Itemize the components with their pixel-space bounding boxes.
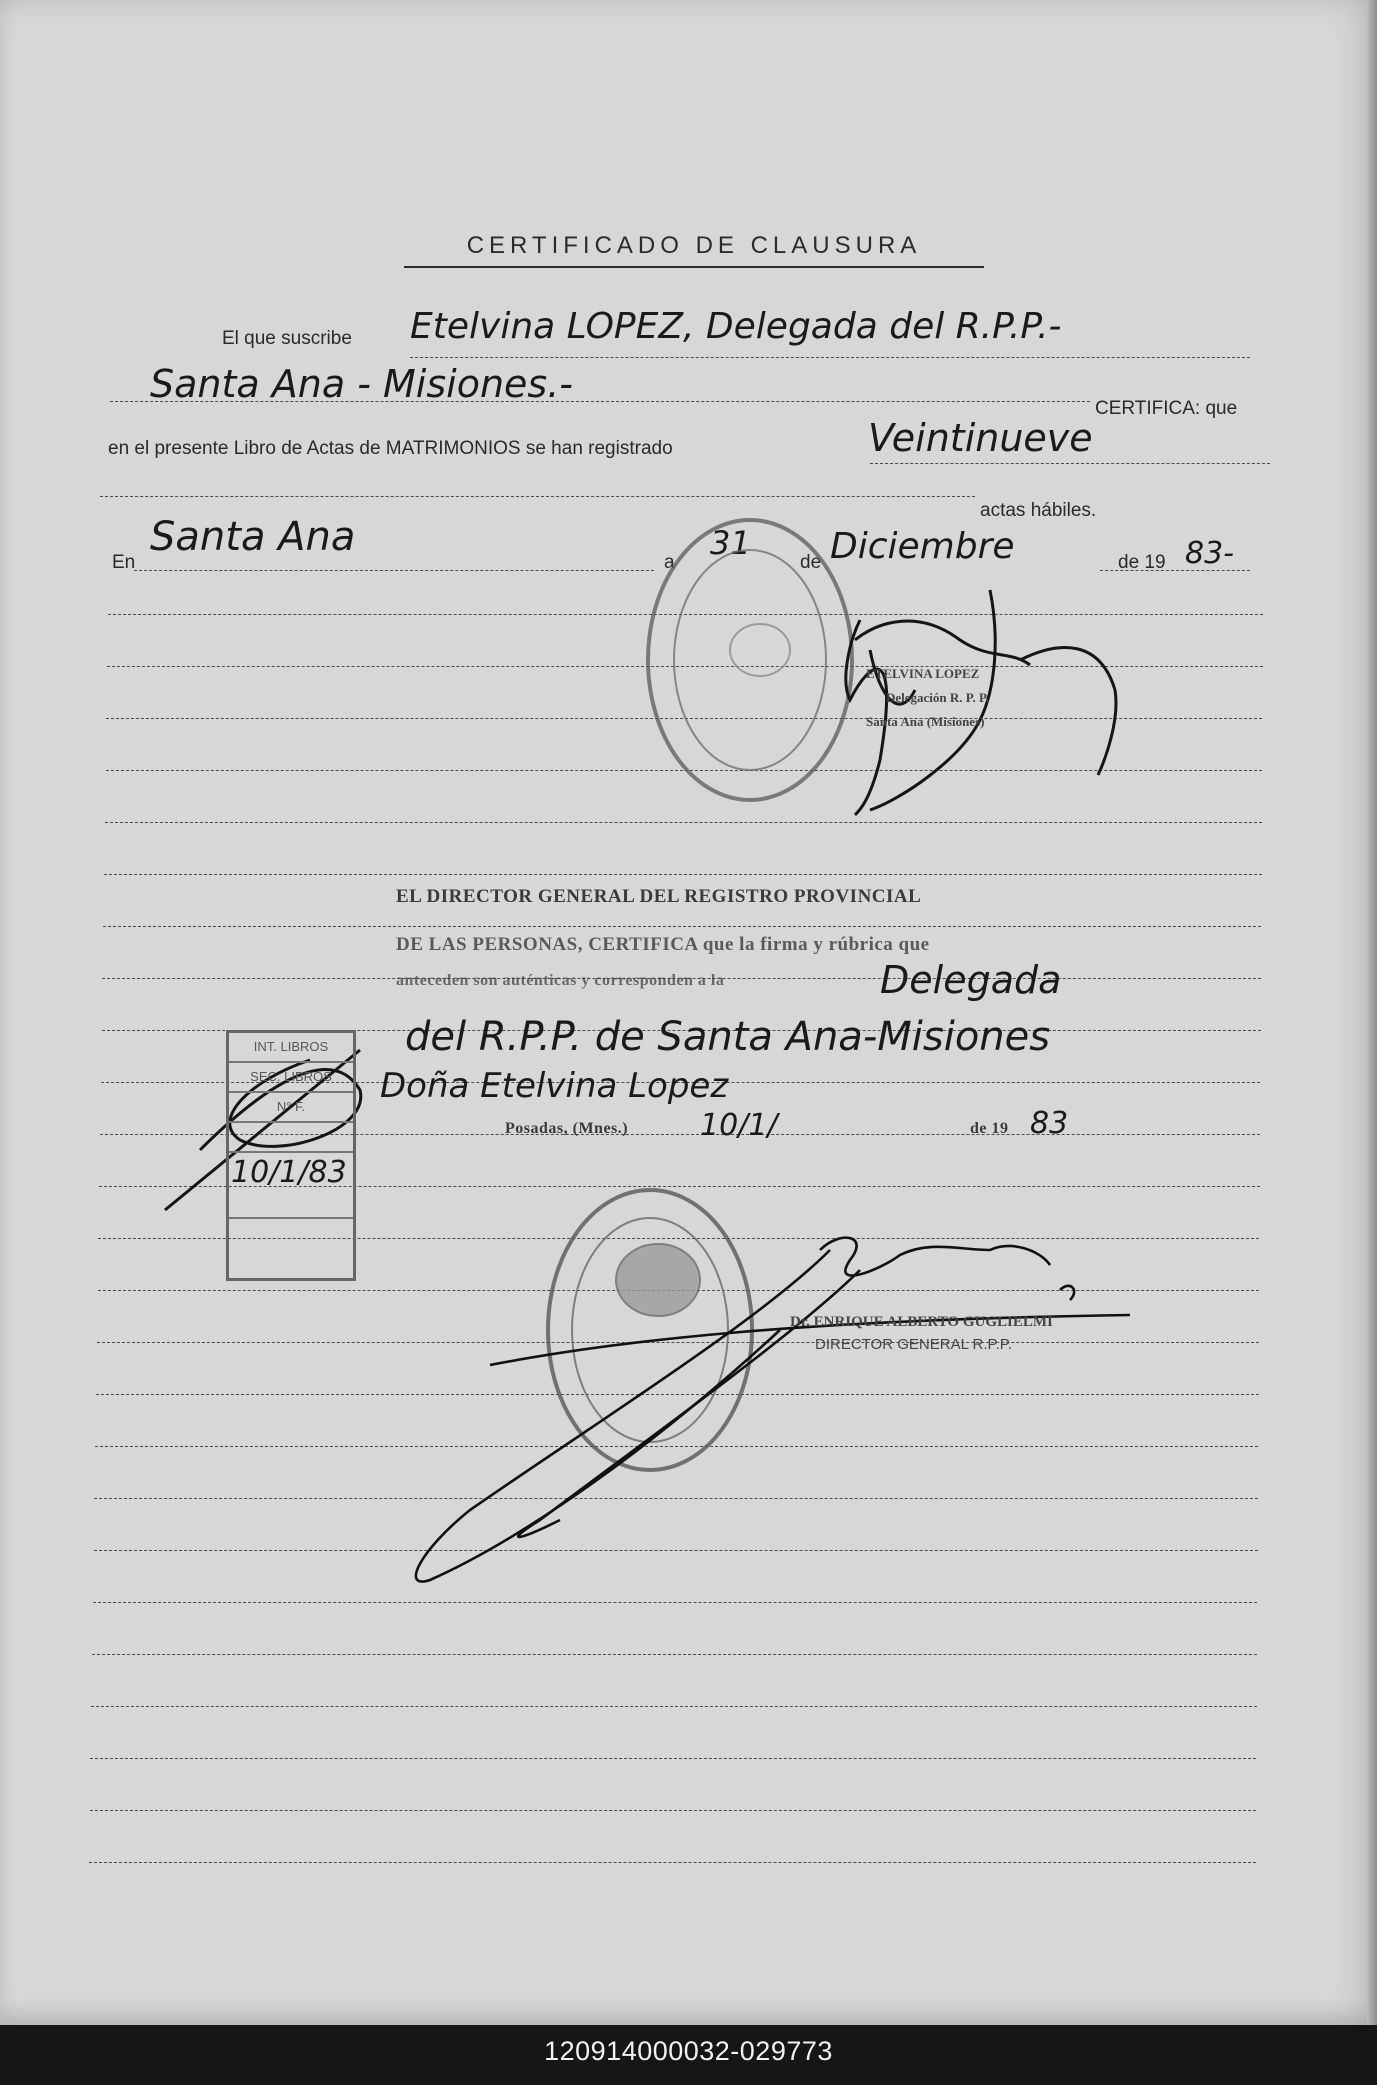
line5-day: 31 (710, 524, 751, 562)
second-seal-icon (548, 1190, 752, 1470)
second-stamp-name: Dr. ENRIQUE ALBERTO GUGLIELMI (790, 1314, 1053, 1330)
line5-de: de (800, 552, 822, 573)
document-title: CERTIFICADO DE CLAUSURA (404, 232, 984, 268)
second-signature-icon (416, 1238, 1130, 1582)
line3-prefix: en el presente Libro de Actas de MATRIMONIOS se han registrado (108, 438, 673, 459)
line5-year: 83- (1185, 536, 1234, 571)
director-line3-handwritten: Delegada (880, 958, 1062, 1002)
line4-suffix: actas hábiles. (980, 500, 1097, 521)
line1-handwritten: Etelvina LOPEZ, Delegada del R.P.P.- (410, 306, 1062, 347)
box-stamp-row3: N° F. (229, 1093, 353, 1123)
line1-prefix: El que suscribe (222, 328, 352, 349)
registry-box-stamp (226, 1030, 356, 1281)
director-year-prefix: de 19 (970, 1120, 1009, 1137)
director-line3-prefix: anteceden son auténticas y corresponden a la (396, 972, 725, 989)
document-id: 120914000032-029773 (544, 2036, 833, 2066)
box-stamp-row2: SEC. LIBROS (229, 1063, 353, 1093)
line2-handwritten: Santa Ana - Misiones.- (150, 362, 573, 406)
first-stamp-role: Delegación R. P. P. (886, 690, 990, 705)
director-line4-handwritten: del R.P.P. de Santa Ana-Misiones (405, 1014, 1051, 1060)
director-line2: DE LAS PERSONAS, CERTIFICA que la firma y rúbrica que (396, 934, 930, 955)
line3-handwritten: Veintinueve (868, 416, 1093, 460)
first-stamp-place: Santa Ana (Misiones) (866, 714, 985, 729)
first-seal-icon (648, 520, 852, 800)
box-stamp-date: 10/1/83 (231, 1155, 347, 1190)
box-stamp-date-cell (229, 1153, 353, 1219)
director-year-handwritten: 83 (1030, 1106, 1069, 1141)
line5-place: Santa Ana (150, 514, 356, 560)
box-stamp-row1: INT. LIBROS (229, 1033, 353, 1063)
director-date-prefix: Posadas, (Mnes.) (505, 1120, 629, 1137)
line5-a: a (664, 552, 675, 573)
second-stamp-role: DIRECTOR GENERAL R.P.P. (815, 1336, 1013, 1353)
director-line1: EL DIRECTOR GENERAL DEL REGISTRO PROVINCIAL (396, 886, 922, 907)
director-date-handwritten: 10/1/ (700, 1108, 778, 1143)
line5-month: Diciembre (830, 526, 1015, 567)
line5-year-prefix: de 19 (1118, 552, 1166, 573)
line5-prefix: En (112, 552, 136, 573)
first-stamp-name: ETELVINA LOPEZ (866, 666, 980, 681)
box-stamp-row4 (229, 1123, 353, 1153)
director-line5-handwritten: Doña Etelvina Lopez (380, 1066, 729, 1106)
line2-suffix: CERTIFICA: que (1095, 398, 1238, 419)
box-stamp-bottom-cell (229, 1219, 353, 1264)
